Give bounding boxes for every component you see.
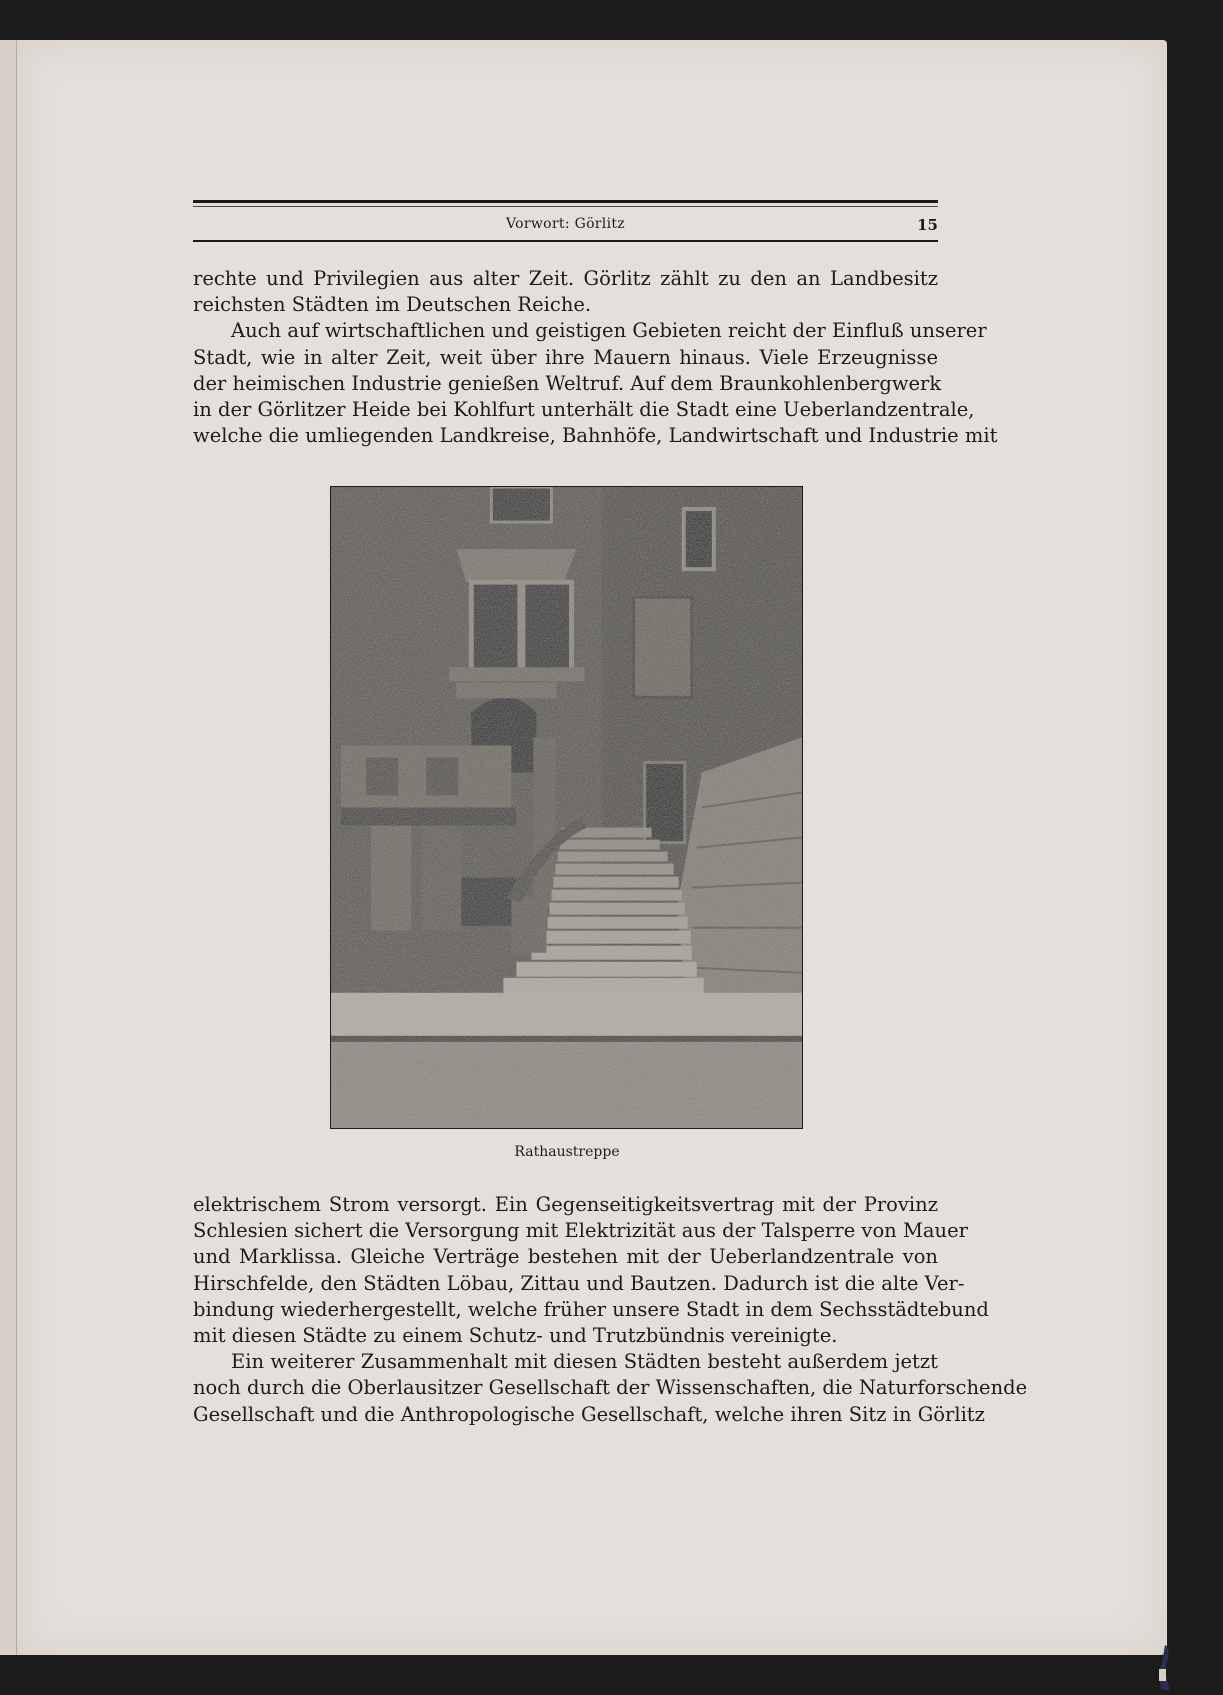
text-line: welche die umliegenden Landkreise, Bahnhöfe, Landwirtschaft und Industrie mit bbox=[193, 424, 998, 448]
sidewalk bbox=[331, 993, 802, 1038]
page-tab-marker bbox=[1157, 1645, 1171, 1693]
pillar bbox=[371, 826, 411, 931]
header-rule-top bbox=[193, 200, 938, 203]
previous-page-edge bbox=[0, 40, 18, 1655]
coat-of-arms-relief bbox=[634, 597, 692, 697]
rathaustreppe-photo bbox=[330, 486, 803, 1129]
text-line: in der Görlitzer Heide bei Kohlfurt unterhält die Stadt eine Ueberlandzentrale, bbox=[193, 397, 975, 421]
text-line: reichsten Städten im Deutschen Reiche. bbox=[193, 293, 592, 317]
text-line: Auch auf wirtschaftlichen und geistigen Gebieten reicht der Einfluß unserer bbox=[231, 319, 987, 343]
text-line: bindung wiederhergestellt, welche früher unsere Stadt in dem Sechsstädtebund bbox=[193, 1297, 989, 1321]
text-line: Schlesien sichert die Versorgung mit Elektrizität aus der Talsperre von Mauer bbox=[193, 1219, 968, 1243]
figure-caption: Rathaustreppe bbox=[514, 1144, 620, 1160]
text-line: Stadt, wie in alter Zeit, weit über ihre Mauern hinaus. Viele Erzeugnisse bbox=[193, 345, 938, 369]
text-line: Ein weiterer Zusammenhalt mit diesen Städten besteht außerdem jetzt bbox=[231, 1350, 938, 1374]
newel-post bbox=[511, 898, 546, 953]
text-line: Hirschfelde, den Städten Löbau, Zittau und Bautzen. Dadurch ist die alte Ver- bbox=[193, 1271, 965, 1295]
header-rule-top-thin bbox=[193, 206, 938, 207]
cobblestones bbox=[331, 1042, 802, 1128]
header-rule-bottom bbox=[193, 240, 938, 242]
text-line: der heimischen Industrie genießen Weltruf. Auf dem Braunkohlenbergwerk bbox=[193, 371, 942, 395]
page-number: 15 bbox=[917, 216, 938, 234]
text-line: rechte und Privilegien aus alter Zeit. Görlitz zählt zu den an Landbesitz bbox=[193, 267, 938, 290]
book-page bbox=[17, 40, 1167, 1655]
upper-window bbox=[491, 487, 551, 522]
text-line: mit diesen Städte zu einem Schutz- und Trutzbündnis vereinigte. bbox=[193, 1323, 838, 1347]
running-head bbox=[193, 212, 938, 238]
text-line: und Marklissa. Gleiche Verträge bestehen mit der Ueberlandzentrale von bbox=[193, 1245, 938, 1269]
body-text-after-figure bbox=[193, 1192, 1028, 1428]
column bbox=[533, 737, 555, 907]
text-line: elektrischem Strom versorgt. Ein Gegenseitigkeitsvertrag mit der Provinz bbox=[193, 1193, 938, 1216]
text-line: noch durch die Oberlausitzer Gesellschaft der Wissenschaften, die Naturforschende bbox=[193, 1376, 1028, 1400]
small-window bbox=[684, 509, 714, 569]
photo-illustration bbox=[331, 487, 802, 1128]
text-line: Gesellschaft und die Anthropologische Gesellschaft, welche ihren Sitz in Görlitz bbox=[193, 1402, 985, 1426]
body-text-before-figure bbox=[193, 266, 998, 449]
running-head-title: Vorwort: Görlitz bbox=[506, 216, 625, 232]
window-pediment bbox=[456, 549, 576, 582]
